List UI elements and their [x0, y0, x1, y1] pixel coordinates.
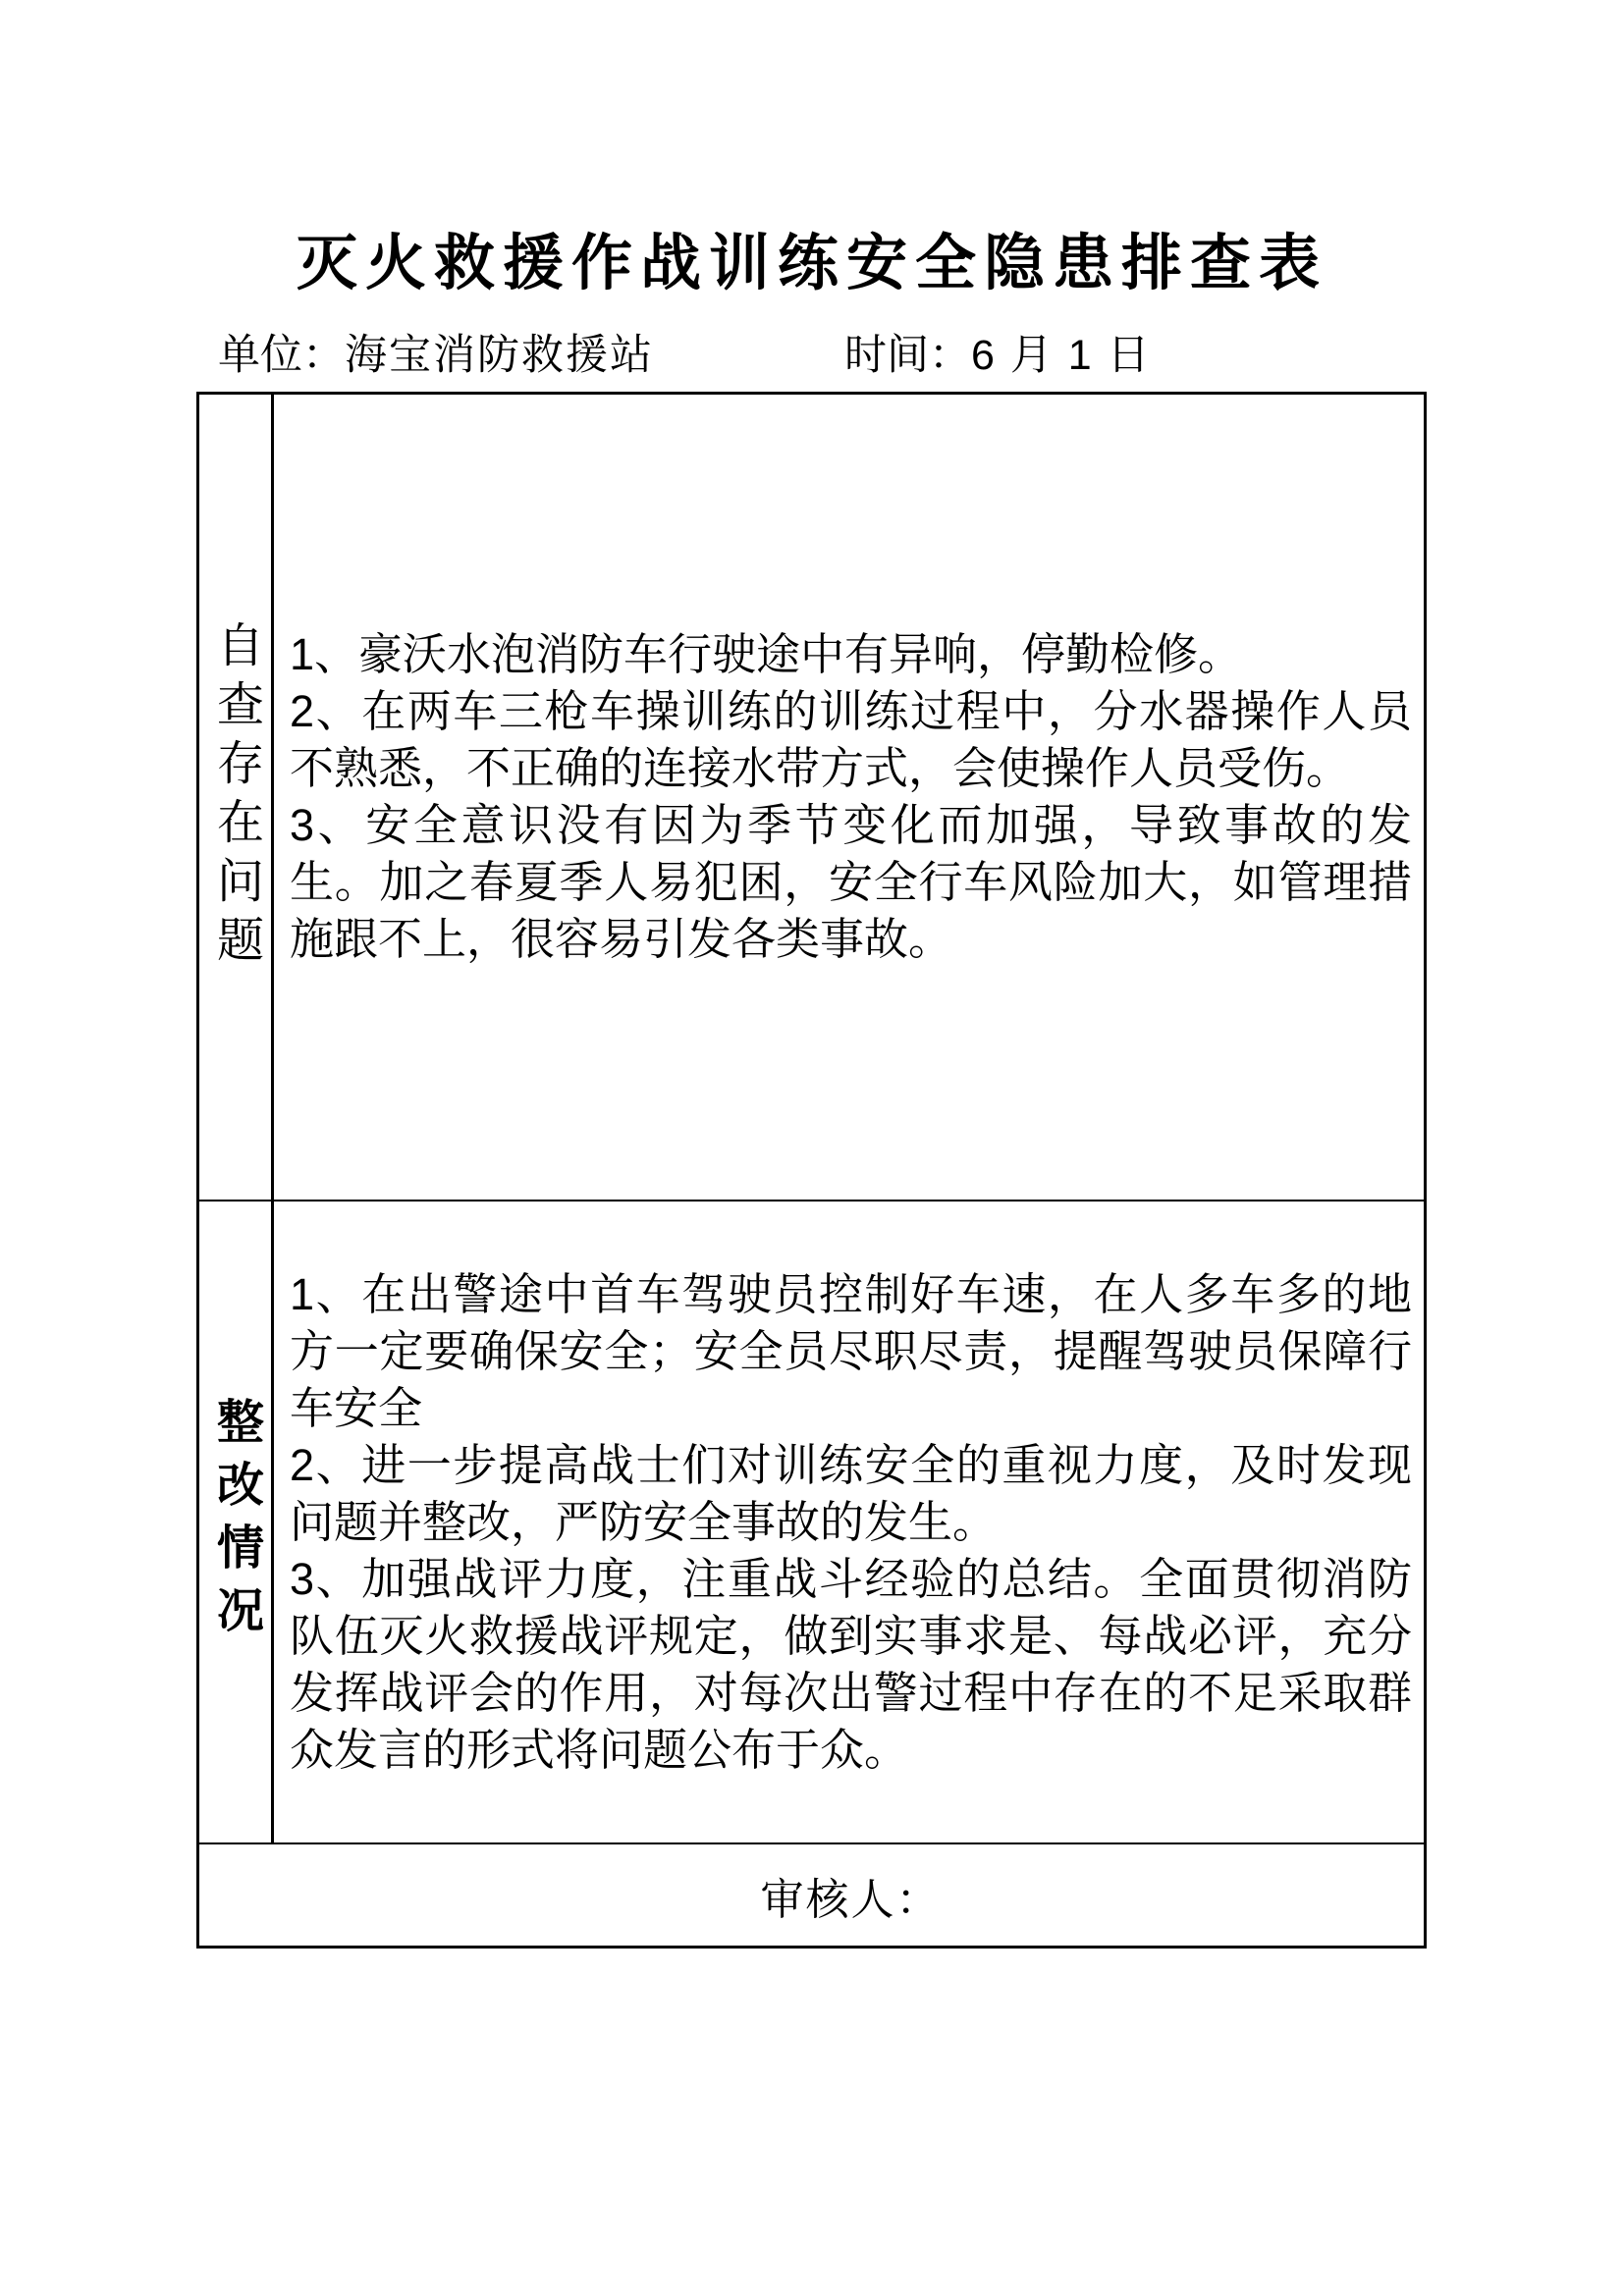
time-value: 6 月 1 日 [971, 332, 1152, 379]
self-check-item-3: 3、安全意识没有因为季节变化而加强，导致事故的发生。加之春夏季人易犯困，安全行车风险加大，如管理措施跟不上，很容易引发各类事故。 [290, 800, 1412, 964]
page-title: 灭火救援作战训练安全隐患排查表 [296, 230, 1327, 297]
unit-field [218, 322, 654, 382]
self-check-item-1: 1、豪沃水泡消防车行驶途中有异响，停勤检修。 [290, 629, 1243, 679]
row-content-rectification [274, 1201, 1424, 1842]
time-field [844, 322, 1152, 382]
inspection-table [196, 392, 1427, 1949]
table-row-rectification [199, 1201, 1424, 1844]
row-header-rectification-status: 整改情况 [209, 1396, 262, 1648]
time-label: 时间： [844, 332, 971, 379]
rectification-item-2: 2、进一步提高战士们对训练安全的重视力度，及时发现问题并整改，严防安全事故的发生。 [290, 1439, 1412, 1547]
reviewer-label: 审核人： [760, 1875, 942, 1924]
unit-label: 单位： [218, 332, 345, 379]
row-header-cell-self-check [199, 395, 274, 1200]
rectification-item-3: 3、加强战评力度，注重战斗经验的总结。全面贯彻消防队伍灭火救援战评规定，做到实事求是、每战必评，充分发挥战评会的作用，对每次出警过程中存在的不足采取群众发言的形式将问题公布于众。 [290, 1553, 1412, 1775]
row-header-self-check-problems: 自查存在问题 [209, 620, 262, 974]
table-row-reviewer [199, 1844, 1424, 1946]
row-header-cell-rectification [199, 1201, 274, 1842]
unit-value: 海宝消防救援站 [345, 332, 654, 379]
rectification-item-1: 1、在出警途中首车驾驶员控制好车速，在人多车多的地方一定要确保安全；安全员尽职尽责，提醒驾驶员保障行车安全 [290, 1268, 1412, 1433]
table-row-self-check [199, 395, 1424, 1201]
row-content-self-check [274, 395, 1424, 1200]
self-check-item-2: 2、在两车三枪车操训练的训练过程中，分水器操作人员不熟悉，不正确的连接水带方式，会使操作人员受伤。 [290, 686, 1412, 793]
